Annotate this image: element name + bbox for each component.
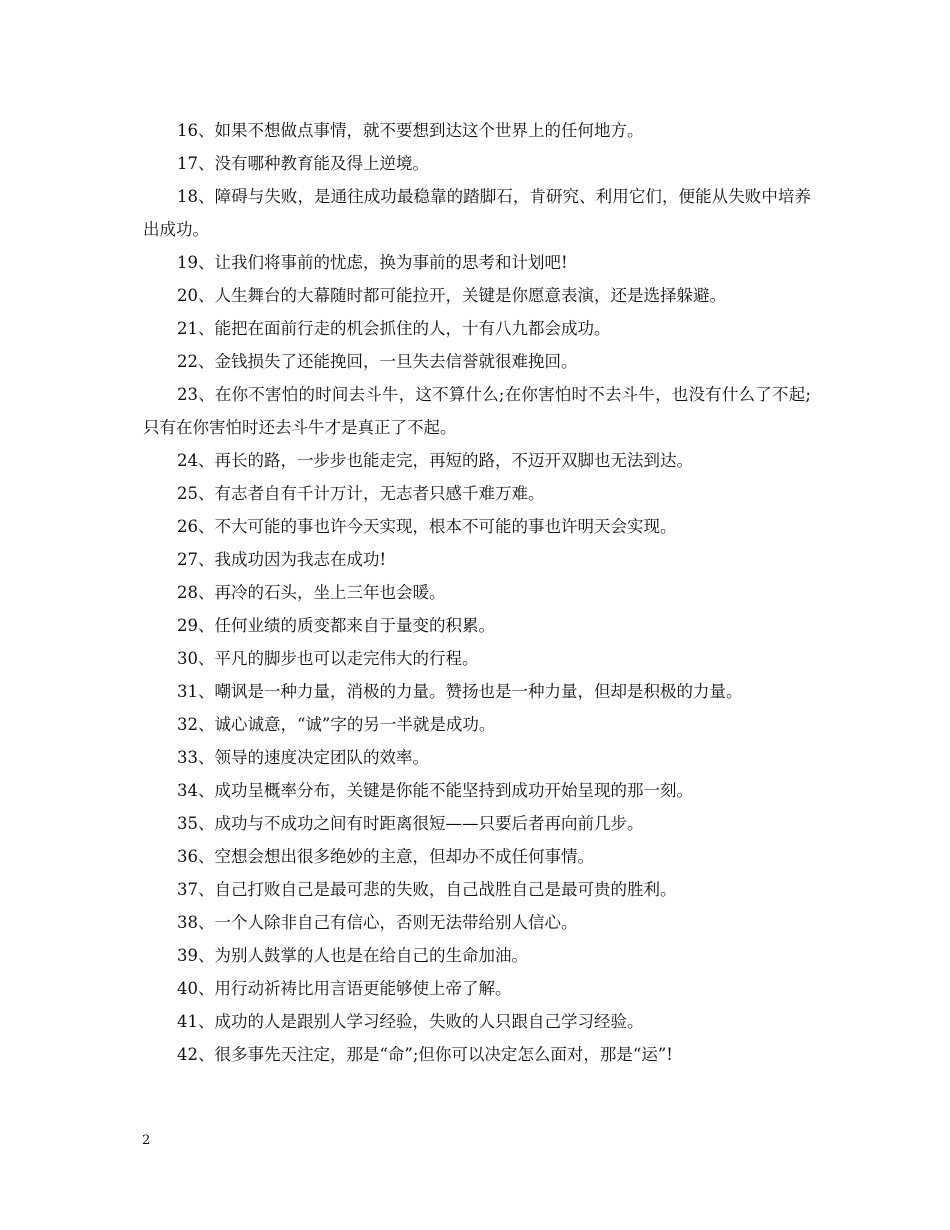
quote-24: 24、再长的路，一步步也能走完，再短的路，不迈开双脚也无法到达。 <box>177 451 693 470</box>
quote-18: 18、障碍与失败，是通往成功最稳靠的踏脚石，肯研究、利用它们，便能从失败中培养出成功。 <box>143 187 811 239</box>
quote-32: 32、诚心诚意，“诚”字的另一半就是成功。 <box>177 715 496 734</box>
quote-38: 38、一个人除非自己有信心，否则无法带给别人信心。 <box>177 913 578 932</box>
quote-23: 23、在你不害怕的时间去斗牛，这不算什么;在你害怕时不去斗牛，也没有什么了不起;只有在你害怕时还去斗牛才是真正了不起。 <box>143 385 811 437</box>
quote-40: 40、用行动祈祷比用言语更能够使上帝了解。 <box>177 979 512 998</box>
quote-35: 35、成功与不成功之间有时距离很短——只要后者再向前几步。 <box>177 814 644 833</box>
quote-41: 41、成功的人是跟别人学习经验，失败的人只跟自己学习经验。 <box>177 1012 644 1031</box>
quote-26: 26、不大可能的事也许今天实现，根本不可能的事也许明天会实现。 <box>177 517 677 536</box>
quote-28: 28、再冷的石头，坐上三年也会暖。 <box>177 583 446 602</box>
quote-22: 22、金钱损失了还能挽回，一旦失去信誉就很难挽回。 <box>177 352 578 371</box>
quote-36: 36、空想会想出很多绝妙的主意，但却办不成任何事情。 <box>177 847 594 866</box>
quote-33: 33、领导的速度决定团队的效率。 <box>177 748 429 767</box>
document-body <box>143 114 811 1071</box>
quote-30: 30、平凡的脚步也可以走完伟大的行程。 <box>177 649 479 668</box>
quote-42: 42、很多事先天注定，那是“命”;但你可以决定怎么面对，那是“运”! <box>177 1045 673 1064</box>
quote-31: 31、嘲讽是一种力量，消极的力量。赞扬也是一种力量，但却是积极的力量。 <box>177 682 743 701</box>
quote-25: 25、有志者自有千计万计，无志者只感千难万难。 <box>177 484 545 503</box>
quote-29: 29、任何业绩的质变都来自于量变的积累。 <box>177 616 495 635</box>
quote-16: 16、如果不想做点事情，就不要想到达这个世界上的任何地方。 <box>177 121 644 140</box>
quote-20: 20、人生舞台的大幕随时都可能拉开，关键是你愿意表演，还是选择躲避。 <box>177 286 726 305</box>
quote-27: 27、我成功因为我志在成功! <box>177 550 387 569</box>
quote-37: 37、自己打败自己是最可悲的失败，自己战胜自己是最可贵的胜利。 <box>177 880 677 899</box>
quote-39: 39、为别人鼓掌的人也是在给自己的生命加油。 <box>177 946 528 965</box>
page-number: 2 <box>142 1133 151 1148</box>
quote-17: 17、没有哪种教育能及得上逆境。 <box>177 154 429 173</box>
quote-34: 34、成功呈概率分布，关键是你能不能坚持到成功开始呈现的那一刻。 <box>177 781 693 800</box>
quote-19: 19、让我们将事前的忧虑，换为事前的思考和计划吧! <box>177 253 568 272</box>
quote-21: 21、能把在面前行走的机会抓住的人，十有八九都会成功。 <box>177 319 611 338</box>
